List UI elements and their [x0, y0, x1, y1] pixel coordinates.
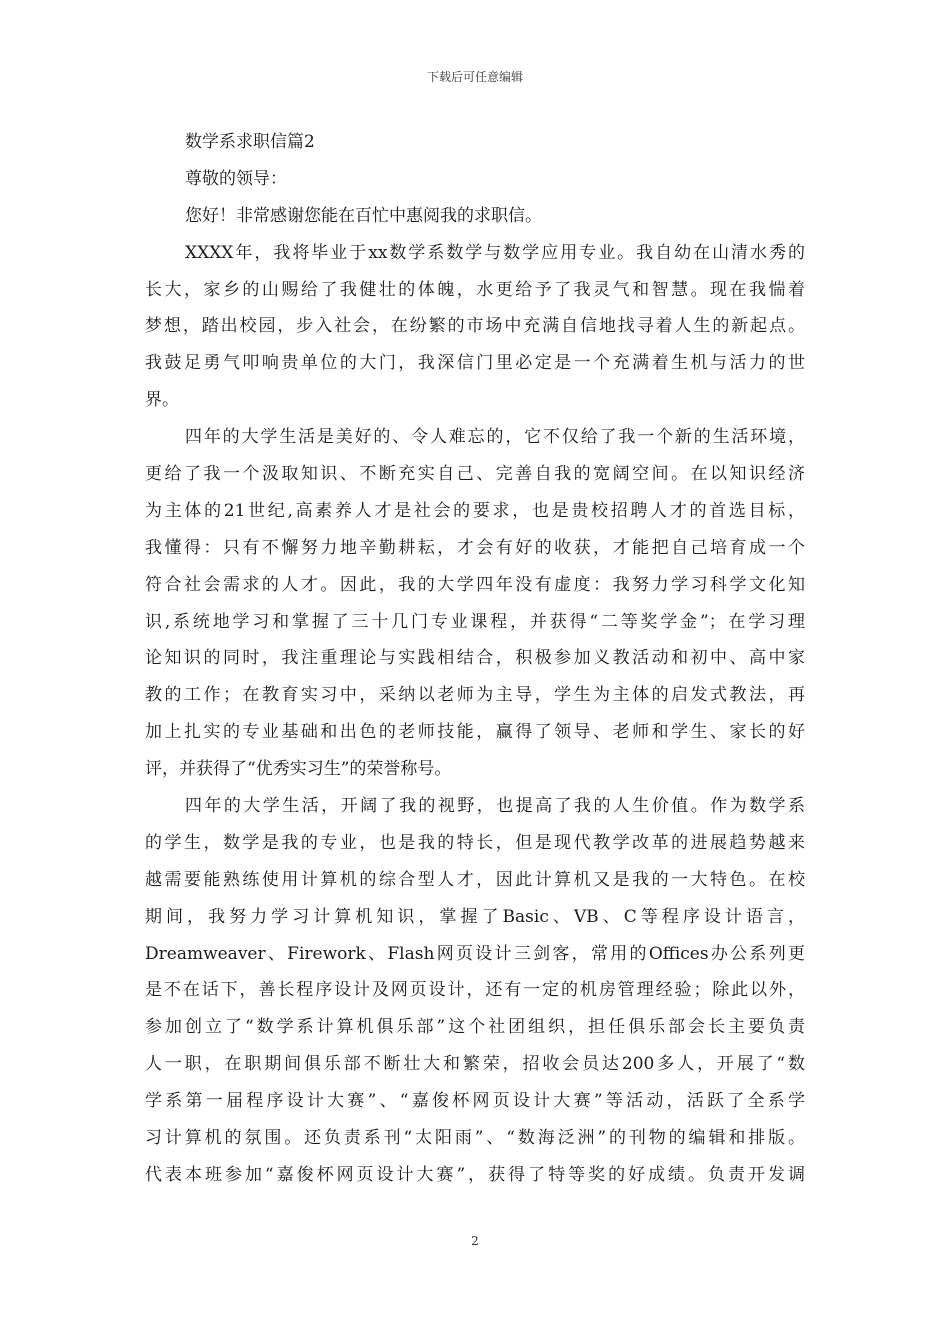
- paragraph-line: 我懂得：只有不懈努力地辛勤耕耘，才会有好的收获，才能把自己培育成一个: [145, 537, 805, 558]
- paragraph-line: 代表本班参加“嘉俊杯网页设计大赛”，获得了特等奖的好成绩。负责开发调: [145, 1164, 805, 1185]
- salutation: 尊敬的领导：: [185, 168, 287, 189]
- paragraph-line: 梦想，踏出校园，步入社会，在纷繁的市场中充满自信地找寻着人生的新起点。: [145, 316, 805, 337]
- greeting: 您好！非常感谢您能在百忙中惠阅我的求职信。: [185, 205, 542, 226]
- paragraph-line: 人一职，在职期间俱乐部不断壮大和繁荣，招收会员达200多人，开展了“数: [145, 1054, 805, 1075]
- paragraph-3: [145, 788, 805, 1194]
- paragraph-line: 四年的大学生活是美好的、令人难忘的，它不仅给了我一个新的生活环境，: [185, 427, 805, 448]
- paragraph-line: 界。: [145, 390, 179, 411]
- paragraph-line: 越需要能熟练使用计算机的综合型人才，因此计算机又是我的一大特色。在校: [145, 869, 805, 890]
- paragraph-line: 习计算机的氛围。还负责系刊“太阳雨”、“数海泛洲”的刊物的编辑和排版。: [145, 1128, 805, 1149]
- paragraph-line: 评，并获得了“优秀实习生”的荣誉称号。: [145, 759, 452, 780]
- page-header: 下载后可任意编辑: [426, 70, 523, 84]
- paragraph-line: 期间，我努力学习计算机知识，掌握了Basic、VB、C等程序设计语言，: [145, 906, 805, 927]
- paragraph-line: 更给了我一个汲取知识、不断充实自己、完善自我的宽阔空间。在以知识经济: [145, 464, 805, 485]
- paragraph-line: 长大，家乡的山赐给了我健壮的体魄，水更给予了我灵气和智慧。现在我惴着: [145, 279, 805, 300]
- paragraph-1: [145, 235, 805, 419]
- paragraph-line: XXXX年，我将毕业于xx数学系数学与数学应用专业。我自幼在山清水秀的: [185, 242, 805, 263]
- paragraph-line: Dreamweaver、Firework、Flash网页设计三剑客，常用的Offices办公系列更: [145, 943, 805, 964]
- paragraph-line: 符合社会需求的人才。因此，我的大学四年没有虚度：我努力学习科学文化知: [145, 574, 805, 595]
- paragraph-line: 学系第一届程序设计大赛”、“嘉俊杯网页设计大赛”等活动，活跃了全系学: [145, 1091, 805, 1112]
- letter-body: [145, 124, 805, 1194]
- paragraph-2: [145, 419, 805, 788]
- letter-title: 数学系求职信篇2: [185, 132, 315, 152]
- paragraph-line: 为主体的21世纪,高素养人才是社会的要求，也是贵校招聘人才的首选目标，: [145, 500, 805, 521]
- paragraph-line: 参加创立了“数学系计算机俱乐部”这个社团组织，担任俱乐部会长主要负责: [145, 1017, 805, 1038]
- paragraph-line: 的学生，数学是我的专业，也是我的特长，但是现代教学改革的进展趋势越来: [145, 832, 805, 853]
- paragraph-line: 加上扎实的专业基础和出色的老师技能，赢得了领导、老师和学生、家长的好: [145, 722, 805, 743]
- paragraph-line: 论知识的同时，我注重理论与实践相结合，积极参加义教活动和初中、高中家: [145, 648, 805, 669]
- paragraph-line: 识,系统地学习和掌握了三十几门专业课程，并获得“二等奖学金”；在学习理: [145, 611, 805, 632]
- paragraph-line: 四年的大学生活，开阔了我的视野，也提高了我的人生价值。作为数学系: [185, 796, 805, 817]
- page-number: 2: [471, 1234, 479, 1248]
- paragraph-line: 教的工作；在教育实习中，采纳以老师为主导，学生为主体的启发式教法，再: [145, 685, 805, 706]
- paragraph-line: 我鼓足勇气叩响贵单位的大门，我深信门里必定是一个充满着生机与活力的世: [145, 353, 805, 374]
- paragraph-line: 是不在话下，善长程序设计及网页设计，还有一定的机房管理经验；除此以外，: [145, 980, 805, 1001]
